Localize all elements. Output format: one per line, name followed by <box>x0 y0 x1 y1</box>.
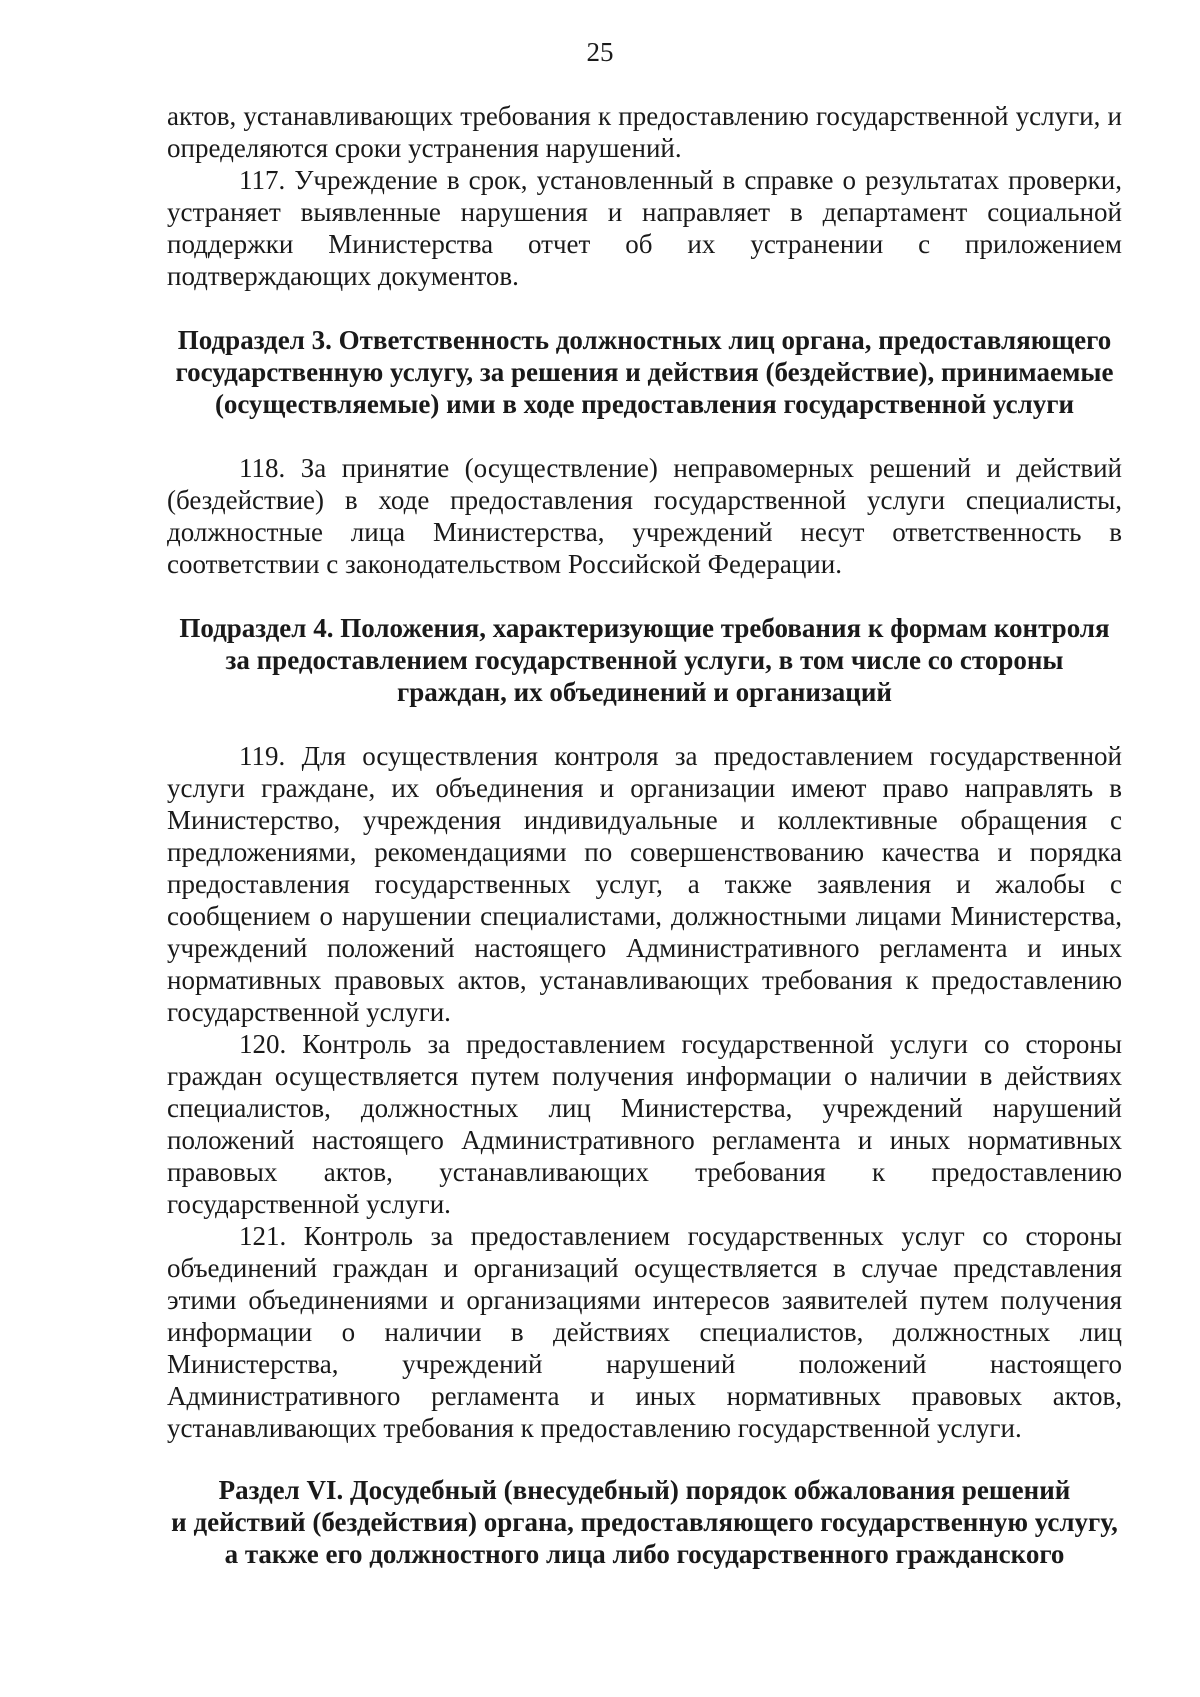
document-body <box>167 100 1122 1570</box>
heading-line: и действий (бездействия) органа, предоставляющего государственную услугу, <box>171 1507 1118 1537</box>
page-number: 25 <box>586 37 614 67</box>
heading-line: а также его должностного лица либо государственного гражданского <box>224 1539 1065 1569</box>
paragraph-120: 120. Контроль за предоставлением государственной услуги со стороны граждан осуществляется путем получения информации о наличии в действиях специалистов, должностных лиц Министерства, учреждений нарушений положений настоящего Административного регламента и иных нормативных правовых актов, устанавливающих требования к предоставлению государственной услуги. <box>167 1029 1122 1219</box>
heading-line: Подраздел 3. Ответственность должностных лиц органа, предоставляющего <box>177 325 1112 355</box>
paragraph-118: 118. За принятие (осуществление) неправомерных решений и действий (бездействие) в ходе предоставления государственной услуги специалисты, должностные лица Министерства, учреждений несут ответственность в соответствии с законодательством Российской Федерации. <box>167 453 1122 579</box>
spacer <box>167 292 1122 324</box>
section-6-heading <box>167 1474 1122 1570</box>
paragraph-121: 121. Контроль за предоставлением государственных услуг со стороны объединений граждан и организаций осуществляется в случае представления этими объединениями и организациями интересов заявителей путем получения информации о наличии в действиях специалистов, должностных лиц Министерства, учреждений нарушений положений настоящего Административного регламента и иных нормативных правовых актов, устанавливающих требования к предоставлению государственной услуги. <box>167 1221 1122 1443</box>
heading-line: граждан, их объединений и организаций <box>397 677 892 707</box>
heading-line: Раздел VI. Досудебный (внесудебный) порядок обжалования решений <box>218 1475 1071 1505</box>
paragraph-continuation: актов, устанавливающих требования к предоставлению государственной услуги, и определяются сроки устранения нарушений. <box>167 101 1122 163</box>
heading-line: государственную услугу, за решения и действия (бездействие), принимаемые <box>175 357 1114 387</box>
heading-line: (осуществляемые) ими в ходе предоставления государственной услуги <box>214 389 1075 419</box>
spacer <box>167 1444 1122 1474</box>
paragraph-117: 117. Учреждение в срок, установленный в справке о результатах проверки, устраняет выявленные нарушения и направляет в департамент социальной поддержки Министерства отчет об их устранении с приложением подтверждающих документов. <box>167 165 1122 291</box>
subsection-3-heading <box>167 324 1122 420</box>
heading-line: за предоставлением государственной услуги, в том числе со стороны <box>225 645 1064 675</box>
spacer <box>167 580 1122 612</box>
subsection-4-heading <box>167 612 1122 708</box>
paragraph-119: 119. Для осуществления контроля за предоставлением государственной услуги граждане, их объединения и организации имеют право направлять в Министерство, учреждения индивидуальные и коллективные обращения с предложениями, рекомендациями по совершенствованию качества и порядка предоставления государственных услуг, а также заявления и жалобы с сообщением о нарушении специалистами, должностными лицами Министерства, учреждений положений настоящего Административного регламента и иных нормативных правовых актов, устанавливающих требования к предоставлению государственной услуги. <box>167 741 1122 1027</box>
spacer <box>167 708 1122 740</box>
heading-line: Подраздел 4. Положения, характеризующие требования к формам контроля <box>179 613 1110 643</box>
spacer <box>167 420 1122 452</box>
